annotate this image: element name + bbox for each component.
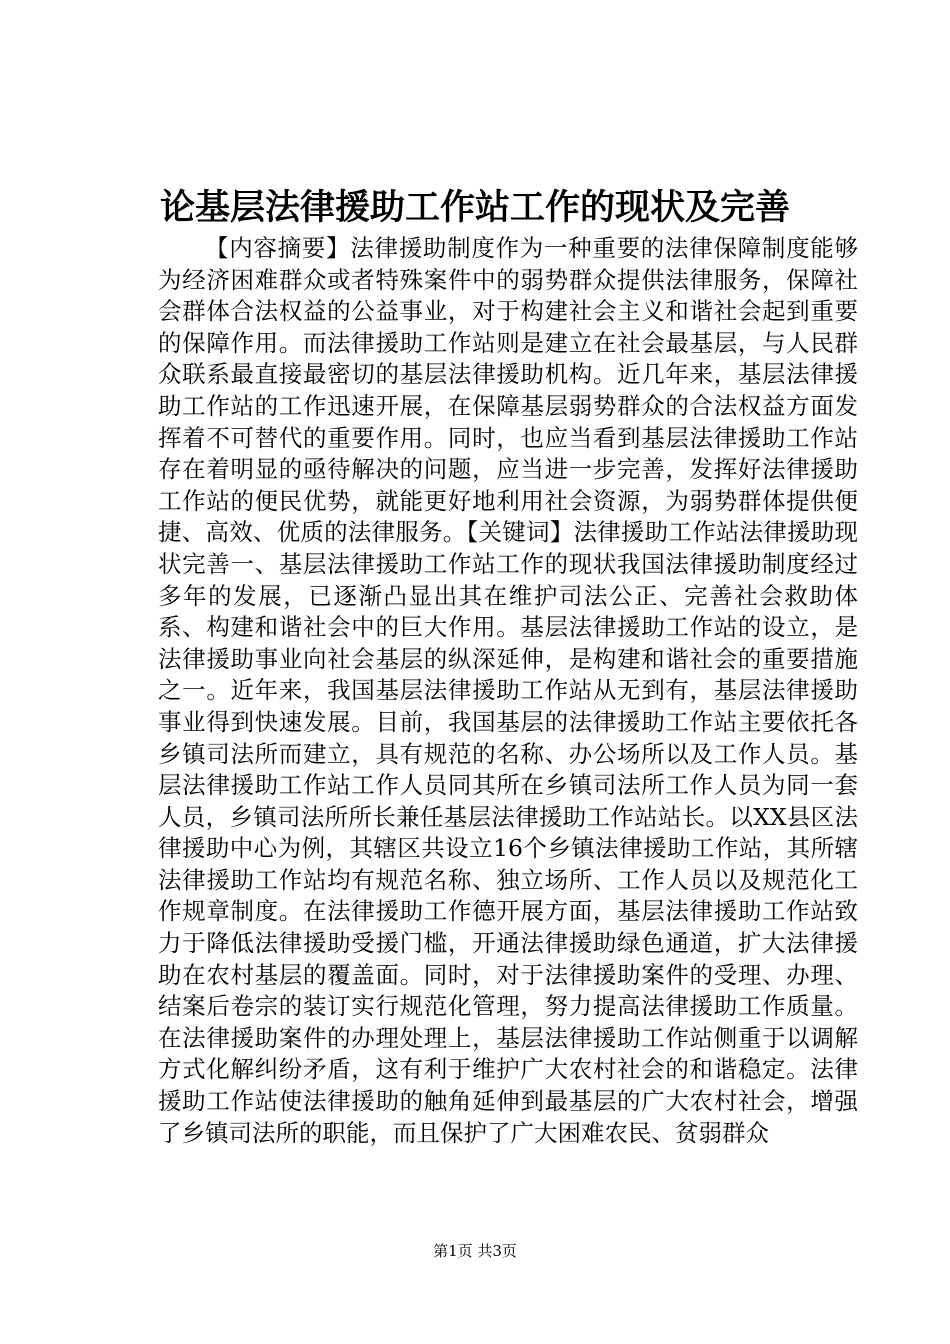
document-title: 论基层法律援助工作站工作的现状及完善 <box>159 187 790 228</box>
page-number: 第1页 共3页 <box>433 1242 517 1260</box>
document-body: 【内容摘要】法律援助制度作为一种重要的法律保障制度能够为经济困难群众或者特殊案件中的弱势群众提供法律服务，保障社会群体合法权益的公益事业，对于构建社会主义和谐社会起到重要的保障作用。而法律援助工作站则是建立在社会最基层，与人民群众联系最直接最密切的基层法律援助机构。近几年来，基层法律援助工作站的工作迅速开展，在保障基层弱势群众的合法权益方面发挥着不可替代的重要作用。同时，也应当看到基层法律援助工作站存在着明显的亟待解决的问题，应当进一步完善，发挥好法律援助工作站的便民优势，就能更好地利用社会资源，为弱势群体提供便捷、高效、优质的法律服务。【关键词】法律援助工作站法律援助现状完善一、基层法律援助工作站工作的现状我国法律援助制度经过多年的发展，已逐渐凸显出其在维护司法公正、完善社会救助体系、构建和谐社会中的巨大作用。基层法律援助工作站的设立，是法律援助事业向社会基层的纵深延伸，是构建和谐社会的重要措施之一。近年来，我国基层法律援助工作站从无到有，基层法律援助事业得到快速发展。目前，我国基层的法律援助工作站主要依托各乡镇司法所而建立，具有规范的名称、办公场所以及工作人员。基层法律援助工作站工作人员同其所在乡镇司法所工作人员为同一套人员，乡镇司法所所长兼任基层法律援助工作站站长。以XX县区法律援助中心为例，其辖区共设立16个乡镇法律援助工作站，其所辖法律援助工作站均有规范名称、独立场所、工作人员以及规范化工作规章制度。在法律援助工作德开展方面，基层法律援助工作站致力于降低法律援助受援门槛，开通法律援助绿色通道，扩大法律援助在农村基层的覆盖面。同时，对于法律援助案件的受理、办理、结案后卷宗的装订实行规范化管理，努力提高法律援助工作质量。在法律援助案件的办理处理上，基层法律援助工作站侧重于以调解方式化解纠纷矛盾，这有利于维护广大农村社会的和谐稳定。法律援助工作站使法律援助的触角延伸到最基层的广大农村社会，增强了乡镇司法所的职能，而且保护了广大困难农民、贫弱群众 <box>158 234 858 1147</box>
